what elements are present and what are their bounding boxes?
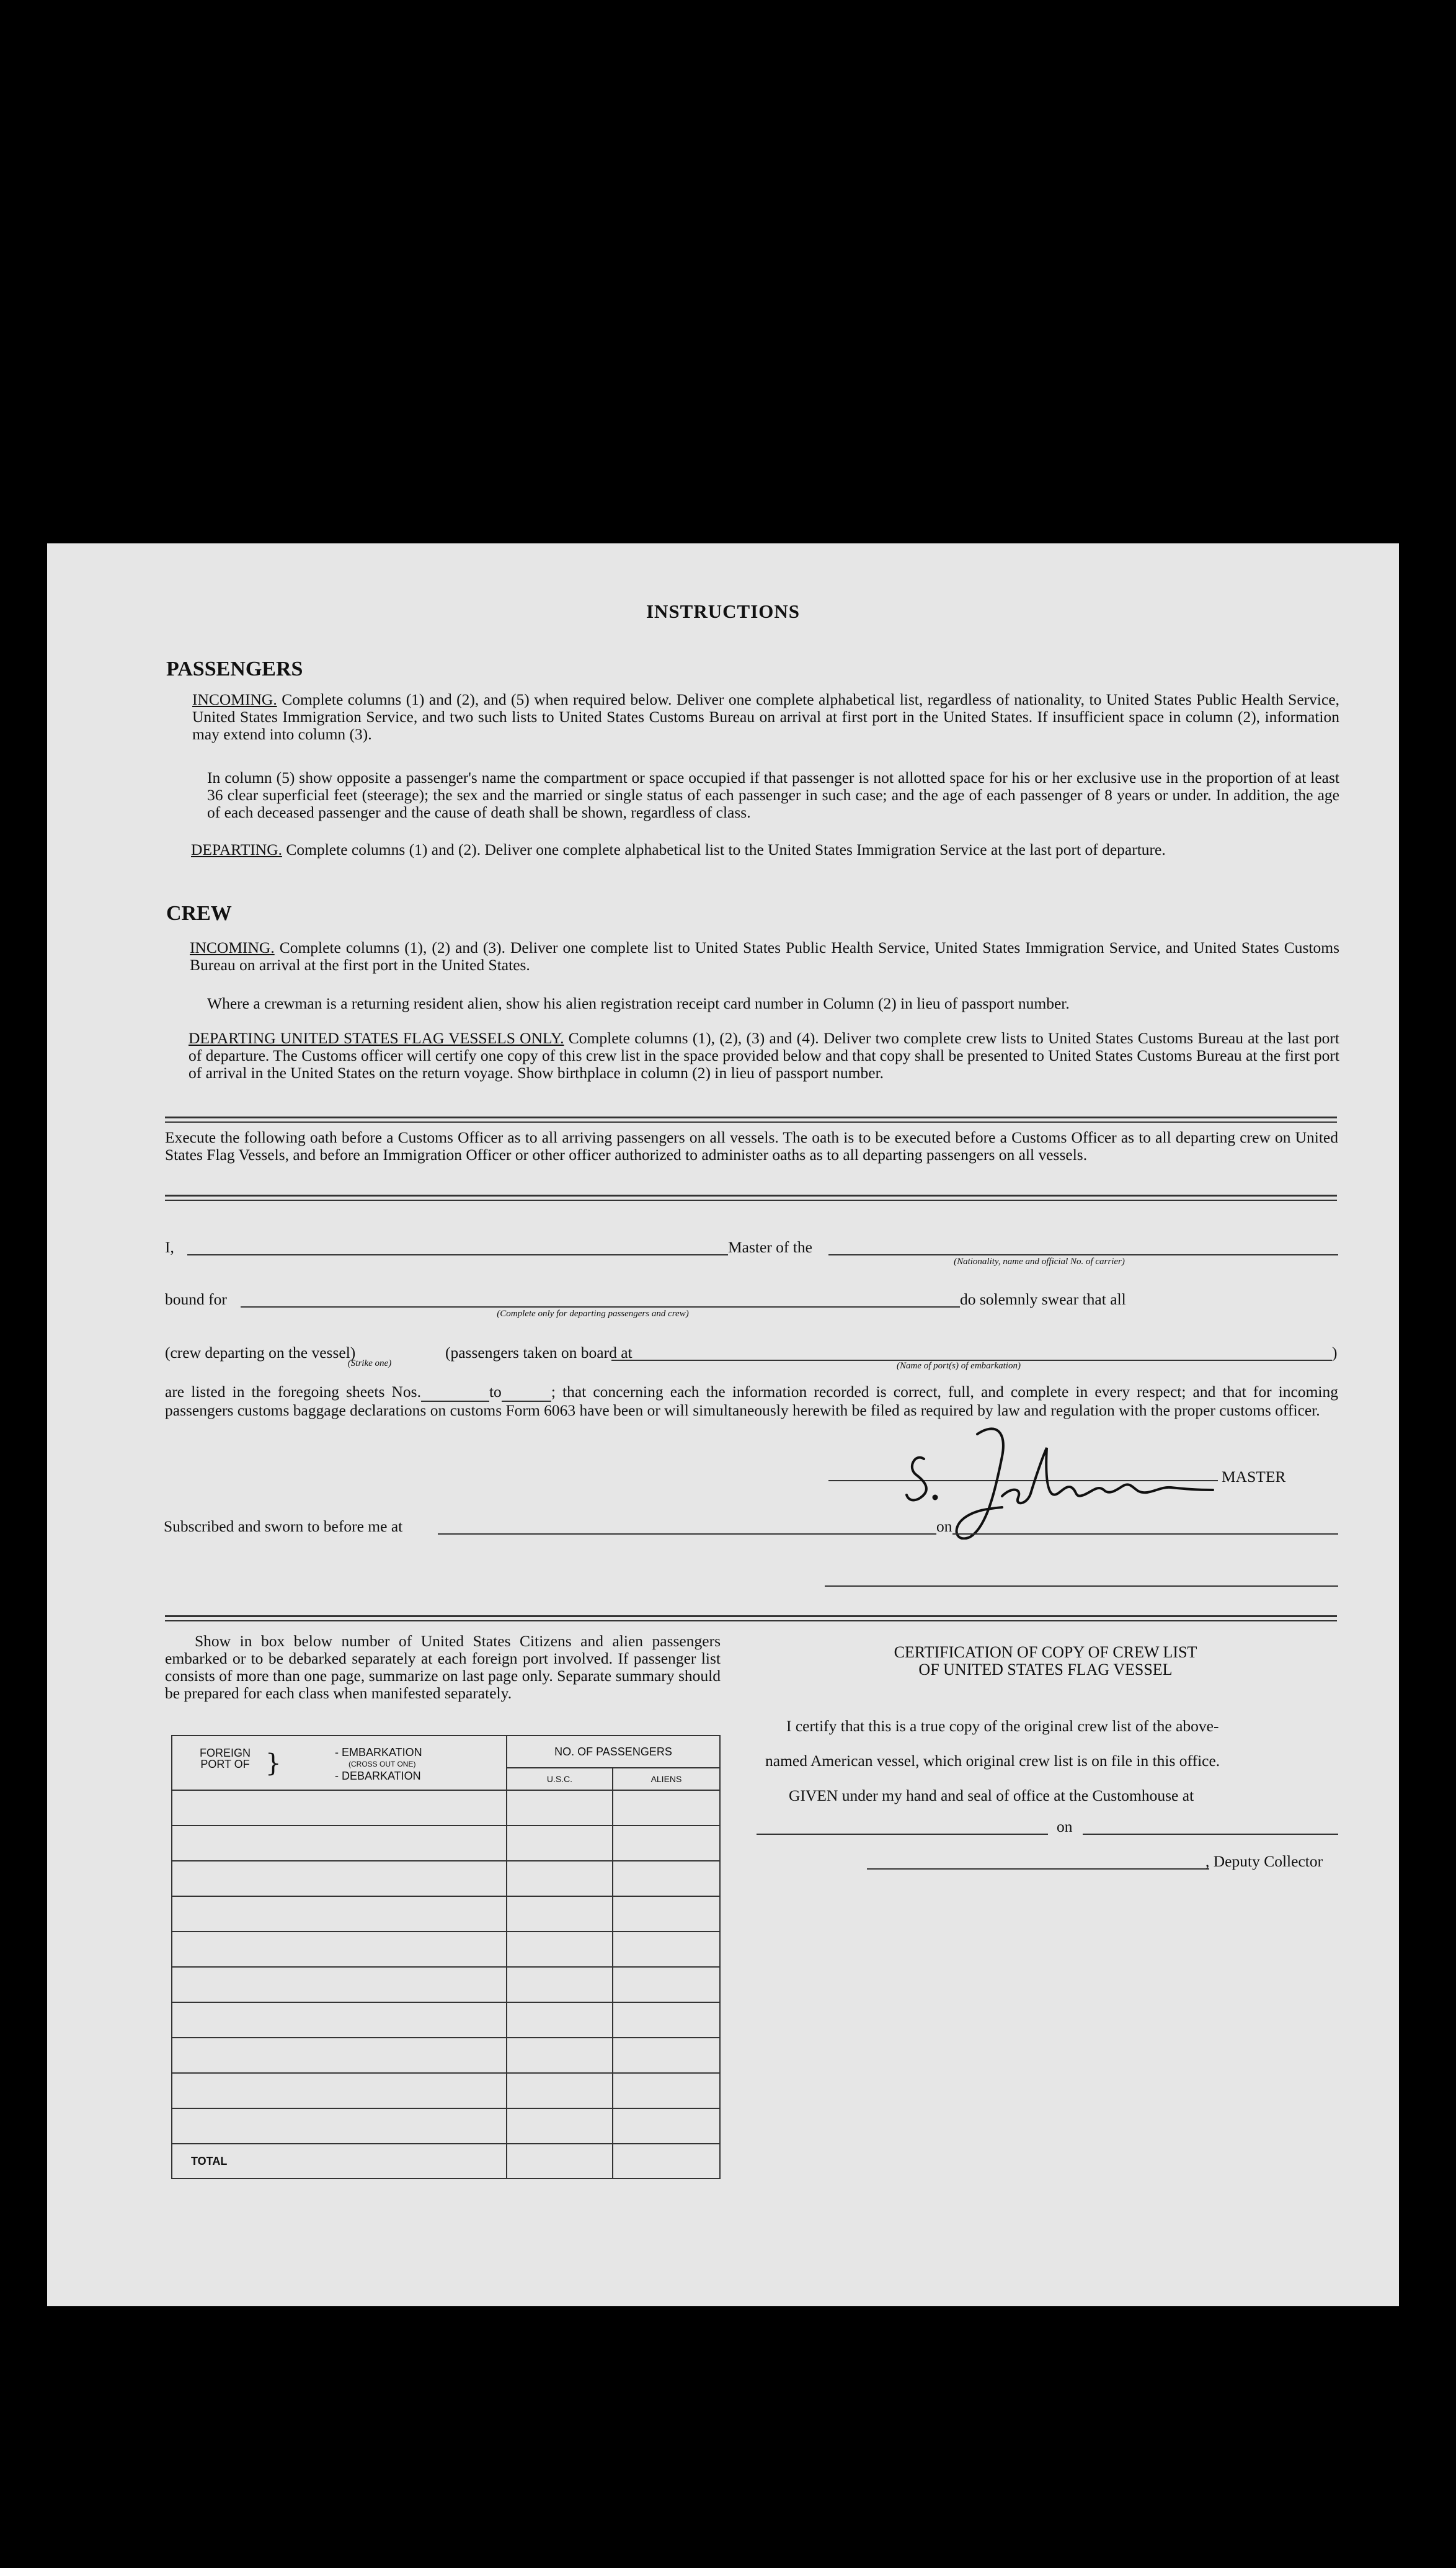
usc-cell[interactable] — [507, 2038, 613, 2073]
crew-incoming-label: INCOMING. — [190, 938, 275, 956]
bound-for-line[interactable] — [241, 1306, 1001, 1308]
passengers-heading: PASSENGERS — [166, 658, 303, 680]
oath-i-label: I, — [165, 1238, 174, 1256]
usc-cell[interactable] — [507, 2002, 613, 2038]
embarkation-label: - EMBARKATION — [335, 1746, 422, 1759]
port-cell[interactable] — [172, 2073, 507, 2108]
port-cell[interactable] — [172, 2108, 507, 2144]
certification-title — [748, 1644, 1343, 1679]
divider — [165, 1121, 1337, 1123]
usc-cell[interactable] — [507, 1896, 613, 1932]
crew-choice: (crew departing on the vessel) — [165, 1344, 356, 1362]
usc-cell[interactable] — [507, 2073, 613, 2108]
passengers-departing-paragraph — [191, 841, 1339, 858]
crew-departing-paragraph — [189, 1030, 1339, 1082]
port-cell[interactable] — [172, 1967, 507, 2002]
port-hint: (Name of port(s) of embarkation) — [897, 1361, 1021, 1371]
port-cell[interactable] — [172, 2038, 507, 2073]
aliens-cell[interactable] — [613, 1790, 720, 1826]
passengers-departing-label: DEPARTING. — [191, 840, 282, 858]
subscribed-label: Subscribed and sworn to before me at — [164, 1517, 403, 1535]
port-header-cell — [172, 1736, 507, 1790]
aliens-cell[interactable] — [613, 2073, 720, 2108]
certification-line-2: named American vessel, which original crew list is on file in this office. — [765, 1752, 1220, 1770]
divider — [165, 1615, 1337, 1617]
usc-cell[interactable] — [507, 1826, 613, 1861]
usc-cell[interactable] — [507, 1967, 613, 2002]
departing-hint: (Complete only for departing passengers and crew) — [497, 1309, 689, 1319]
aliens-cell[interactable] — [613, 2002, 720, 2038]
master-name-line[interactable] — [187, 1254, 807, 1255]
summary-text: Show in box below number of United States Citizens and alien passengers embarked or to be debarked separately at each foreign port involved. If passenger list consists of more than one page, summarize on last page only. Separate summary should be prepared for each class when manifested separately. — [165, 1632, 721, 1702]
crew-resident-paragraph: Where a crewman is a returning resident alien, show his alien registration receipt card number in Column (2) in lieu of passport number. — [207, 994, 1070, 1012]
officer-signature-line[interactable] — [825, 1585, 1338, 1587]
aliens-total-cell[interactable] — [613, 2144, 720, 2178]
sheets-paragraph — [165, 1383, 1338, 1419]
certification-line-1: I certify that this is a true copy of the original crew list of the above- — [786, 1717, 1219, 1735]
total-label: TOTAL — [172, 2144, 507, 2178]
aliens-cell[interactable] — [613, 2108, 720, 2144]
divider — [165, 1620, 1337, 1621]
crew-heading: CREW — [166, 902, 232, 925]
cross-out-label: (CROSS OUT ONE) — [348, 1760, 416, 1768]
passengers-incoming-paragraph — [192, 691, 1339, 743]
close-paren: ) — [1332, 1344, 1338, 1362]
port-cell[interactable] — [172, 1896, 507, 1932]
usc-header: U.S.C. — [507, 1768, 613, 1790]
strike-one-hint: (Strike one) — [347, 1358, 392, 1368]
certification-date-line[interactable] — [1083, 1834, 1338, 1835]
passenger-summary-table — [171, 1735, 721, 2179]
swear-label: do solemnly swear that all — [960, 1290, 1126, 1308]
customhouse-line[interactable] — [757, 1834, 1048, 1835]
deputy-signature-line[interactable] — [867, 1868, 1209, 1870]
sheets-from-field[interactable] — [421, 1383, 489, 1402]
aliens-cell[interactable] — [613, 1896, 720, 1932]
bound-for-label: bound for — [165, 1290, 227, 1308]
certification-on-label: on — [1057, 1817, 1073, 1835]
sheets-text-b: ; that concerning each the information recorded is correct, full, and complete in every respect; and that for incoming passengers customs baggage declarations on customs Form 6063 have been or will simultaneously herewith be filed as required by law and regulation with the proper customs officer. — [165, 1383, 1338, 1419]
port-cell[interactable] — [172, 1861, 507, 1896]
crew-incoming-text: Complete columns (1), (2) and (3). Deliver one complete list to United States Public Health Service, United States Immigration Service, and United States Customs Bureau on arrival at the first port in the United States. — [190, 938, 1340, 974]
master-of-label: Master of the — [728, 1238, 812, 1256]
certification-line-3: GIVEN under my hand and seal of office at the Customhouse at — [789, 1786, 1194, 1804]
crew-departing-label: DEPARTING UNITED STATES FLAG VESSELS ONLY. — [189, 1029, 564, 1047]
divider — [165, 1200, 1337, 1201]
passenger-choice: (passengers taken on board at — [445, 1344, 633, 1362]
aliens-cell[interactable] — [613, 1967, 720, 2002]
port-cell[interactable] — [172, 1932, 507, 1967]
divider — [165, 1195, 1337, 1197]
document-page — [47, 543, 1399, 2306]
certification-title-line-1: CERTIFICATION OF COPY OF CREW LIST — [894, 1643, 1197, 1661]
port-cell[interactable] — [172, 2002, 507, 2038]
master-label: MASTER — [1218, 1468, 1285, 1486]
aliens-cell[interactable] — [613, 1932, 720, 1967]
foreign-port-of-label: FOREIGN PORT OF — [199, 1747, 251, 1770]
instructions-title: INSTRUCTIONS — [646, 600, 800, 622]
divider — [165, 1117, 1337, 1118]
usc-cell[interactable] — [507, 1790, 613, 1826]
subscribed-date-line[interactable] — [961, 1533, 1338, 1535]
subscribed-on-label: on — [936, 1517, 952, 1535]
sheets-to-label: to — [489, 1383, 502, 1401]
crew-incoming-paragraph — [190, 939, 1339, 974]
passengers-incoming-text: Complete columns (1) and (2), and (5) when required below. Deliver one complete alphabetical list, regardless of nationality, to United States Public Health Service, United States Immigration Service, and two such lists to United States Customs Bureau on arrival at first port in the United States. If insufficient space in column (2), information may extend into column (3). — [192, 690, 1340, 743]
sheets-to-field[interactable] — [502, 1383, 551, 1402]
crew-departing-text: Complete columns (1), (2), (3) and (4). Deliver two complete crew lists to United States Customs Bureau at the last port of departure. The Customs officer will certify one copy of this crew list in the space provided below and that copy shall be presented to United States Customs Bureau at the first port of arrival in the United States on the return voyage. Show birthplace in column (2) in lieu of passport number. — [189, 1029, 1339, 1082]
usc-cell[interactable] — [507, 1861, 613, 1896]
aliens-header: ALIENS — [613, 1768, 720, 1790]
passengers-column5-paragraph: In column (5) show opposite a passenger's name the compartment or space occupied if that passenger is not allotted space for his or her exclusive use in the proportion of at least 36 clear superficial feet (steerage); the sex and the married or single status of each passenger in such case; and the age of each passenger of 8 years or under. In addition, the age of each deceased passenger and the cause of death shall be shown, regardless of class. — [207, 769, 1339, 821]
usc-cell[interactable] — [507, 1932, 613, 1967]
deputy-collector-label: , Deputy Collector — [1205, 1852, 1323, 1870]
certification-title-line-2: OF UNITED STATES FLAG VESSEL — [918, 1661, 1173, 1679]
brace-icon: } — [265, 1749, 282, 1778]
usc-total-cell[interactable] — [507, 2144, 613, 2178]
port-cell[interactable] — [172, 1790, 507, 1826]
no-passengers-header: NO. OF PASSENGERS — [507, 1736, 720, 1768]
aliens-cell[interactable] — [613, 1826, 720, 1861]
vessel-line[interactable] — [828, 1254, 1338, 1255]
nationality-hint: (Nationality, name and official No. of carrier) — [954, 1257, 1125, 1267]
port-cell[interactable] — [172, 1826, 507, 1861]
summary-instructions — [165, 1633, 721, 1702]
aliens-cell[interactable] — [613, 1861, 720, 1896]
debarkation-label: - DEBARKATION — [335, 1770, 421, 1782]
sheets-text-a: are listed in the foregoing sheets Nos. — [165, 1383, 421, 1401]
usc-cell[interactable] — [507, 2108, 613, 2144]
passengers-incoming-label: INCOMING. — [192, 690, 277, 708]
oath-intro: Execute the following oath before a Customs Officer as to all arriving passengers on all vessels. The oath is to be executed before a Customs Officer as to all departing crew on United States Flag Vessels, and before an Immigration Officer or other officer authorized to administer oaths as to all departing passengers on all vessels. — [165, 1128, 1338, 1164]
aliens-cell[interactable] — [613, 2038, 720, 2073]
passengers-departing-text: Complete columns (1) and (2). Deliver one complete alphabetical list to the United States Immigration Service at the last port of departure. — [286, 840, 1166, 858]
subscribed-place-line[interactable] — [438, 1533, 965, 1535]
